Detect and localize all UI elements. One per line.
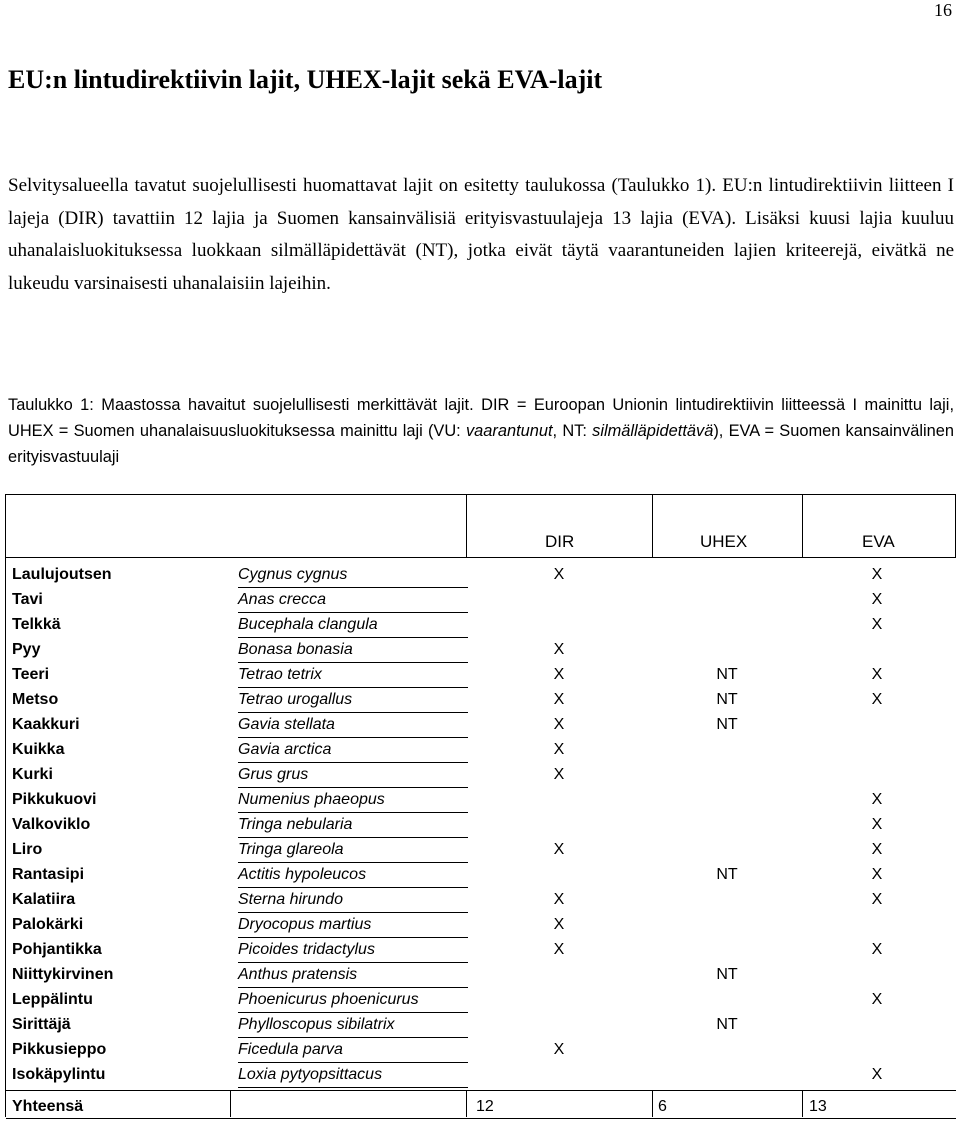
uhex-mark — [652, 762, 802, 787]
section-heading: EU:n lintudirektiivin lajit, UHEX-lajit sekä EVA-lajit — [8, 65, 603, 94]
table-row — [6, 712, 956, 737]
uhex-mark: NT — [716, 966, 738, 983]
uhex-mark — [652, 562, 802, 587]
dir-mark: X — [553, 741, 565, 758]
uhex-mark — [652, 887, 802, 912]
table-row — [6, 662, 956, 687]
dir-mark — [466, 787, 652, 812]
species-name: Pikkusieppo — [12, 1041, 107, 1058]
caption-text-3: ), EVA = Suomen kansainvälinen erityisvastuulaji — [8, 422, 954, 466]
table-row — [6, 762, 956, 787]
species-name: Palokärki — [12, 916, 84, 933]
species-name: Kurki — [12, 766, 53, 783]
dir-mark — [466, 612, 652, 637]
species-name: Leppälintu — [12, 991, 93, 1008]
species-name: Kalatiira — [12, 891, 76, 908]
species-name: Pyy — [12, 641, 41, 658]
dir-mark — [466, 862, 652, 887]
dir-mark: X — [553, 666, 565, 683]
table-row — [6, 1062, 956, 1087]
caption-italic-nt: silmälläpidettävä — [592, 422, 714, 440]
dir-mark: X — [553, 1041, 565, 1058]
dir-mark: X — [553, 841, 565, 858]
eva-mark: X — [871, 591, 883, 608]
dir-mark — [466, 962, 652, 987]
dir-mark — [466, 1012, 652, 1037]
eva-mark: X — [871, 666, 883, 683]
eva-mark: X — [871, 941, 883, 958]
header-uhex: UHEX — [700, 532, 748, 551]
table-row — [6, 987, 956, 1012]
species-name: Teeri — [12, 666, 50, 683]
species-name: Valkoviklo — [12, 816, 91, 833]
page-number: 16 — [934, 0, 952, 20]
uhex-mark: NT — [716, 691, 738, 708]
uhex-mark: NT — [716, 866, 738, 883]
dir-mark: X — [553, 916, 565, 933]
dir-mark — [466, 1062, 652, 1087]
eva-mark: X — [871, 816, 883, 833]
table-row — [6, 637, 956, 662]
species-table — [5, 494, 956, 1117]
table-row — [6, 937, 956, 962]
species-name: Laulujoutsen — [12, 566, 112, 583]
uhex-mark: NT — [716, 1016, 738, 1033]
scientific-name: Cygnus cygnus — [238, 562, 468, 588]
table-header-row — [6, 495, 956, 557]
total-label: Yhteensä — [12, 1098, 84, 1115]
dir-mark — [466, 812, 652, 837]
eva-mark — [802, 912, 952, 937]
scientific-name: Actitis hypoleucos — [238, 862, 468, 888]
uhex-mark — [652, 987, 802, 1012]
table-row — [6, 862, 956, 887]
dir-mark — [466, 587, 652, 612]
scientific-name: Tetrao tetrix — [238, 662, 468, 688]
eva-mark — [802, 962, 952, 987]
header-dir: DIR — [545, 532, 575, 551]
dir-mark: X — [553, 891, 565, 908]
uhex-mark — [652, 587, 802, 612]
eva-mark — [802, 737, 952, 762]
species-name: Niittykirvinen — [12, 966, 114, 983]
header-eva: EVA — [862, 532, 895, 551]
uhex-mark — [652, 737, 802, 762]
uhex-mark — [652, 612, 802, 637]
table-row — [6, 587, 956, 612]
scientific-name: Bucephala clangula — [238, 612, 468, 638]
eva-mark: X — [871, 691, 883, 708]
uhex-mark — [652, 637, 802, 662]
total-uhex: 6 — [658, 1098, 667, 1115]
scientific-name: Dryocopus martius — [238, 912, 468, 938]
scientific-name: Gavia arctica — [238, 737, 468, 763]
eva-mark: X — [871, 866, 883, 883]
scientific-name: Tringa nebularia — [238, 812, 468, 838]
eva-mark: X — [871, 566, 883, 583]
dir-mark: X — [553, 941, 565, 958]
scientific-name: Ficedula parva — [238, 1037, 468, 1063]
caption-text-2: , NT: — [552, 422, 593, 440]
total-dir: 12 — [476, 1098, 494, 1115]
uhex-mark — [652, 912, 802, 937]
species-name: Pikkukuovi — [12, 791, 97, 808]
scientific-name: Gavia stellata — [238, 712, 468, 738]
eva-mark: X — [871, 791, 883, 808]
species-name: Kuikka — [12, 741, 65, 758]
table-row — [6, 1037, 956, 1062]
scientific-name: Phylloscopus sibilatrix — [238, 1012, 468, 1038]
dir-mark: X — [553, 641, 565, 658]
total-eva: 13 — [809, 1098, 827, 1115]
species-name: Liro — [12, 841, 43, 858]
scientific-name: Tetrao urogallus — [238, 687, 468, 713]
table-row — [6, 1012, 956, 1037]
dir-mark: X — [553, 716, 565, 733]
eva-mark: X — [871, 616, 883, 633]
caption-text-1: Taulukko 1: Maastossa havaitut suojelullisesti merkittävät lajit. DIR = Euroopan Unionin lintudirektiivin liitteessä I mainittu laji, UHEX = Suomen uhanalaisuusluokituksessa mainittu laji (VU: — [8, 396, 954, 440]
table-row — [6, 887, 956, 912]
eva-mark: X — [871, 891, 883, 908]
uhex-mark — [652, 937, 802, 962]
species-name: Rantasipi — [12, 866, 85, 883]
dir-mark — [466, 987, 652, 1012]
uhex-mark: NT — [716, 716, 738, 733]
table-row — [6, 737, 956, 762]
caption-italic-vu: vaarantunut — [465, 422, 553, 440]
dir-mark: X — [553, 691, 565, 708]
uhex-mark — [652, 787, 802, 812]
table-row — [6, 787, 956, 812]
uhex-mark — [652, 1037, 802, 1062]
table-row — [6, 812, 956, 837]
dir-mark: X — [553, 766, 565, 783]
intro-paragraph: Selvitysalueella tavatut suojelullisesti huomattavat lajit on esitetty taulukossa (Taulukko 1). EU:n lintudirektiivin liitteen I lajeja (DIR) tavattiin 12 lajia ja Suomen kansainvälisiä erityisvastuulajeja 13 lajia (EVA). Lisäksi kuusi lajia kuuluu uhanalaisluokituksessa luokkaan silmälläpidettävät (NT), jotka eivät täytä vaarantuneiden lajien kriteerejä, eivätkä ne lukeudu varsinaisesti uhanalaisiin lajeihin. — [8, 175, 954, 294]
table-row — [6, 912, 956, 937]
species-name: Kaakkuri — [12, 716, 80, 733]
species-name: Tavi — [12, 591, 43, 608]
header-divider-eva — [802, 495, 803, 557]
species-name: Pohjantikka — [12, 941, 102, 958]
uhex-mark: NT — [716, 666, 738, 683]
scientific-name: Anas crecca — [238, 587, 468, 613]
dir-mark: X — [553, 566, 565, 583]
scientific-name: Loxia pytyopsittacus — [238, 1062, 468, 1088]
uhex-mark — [652, 837, 802, 862]
scientific-name: Picoides tridactylus — [238, 937, 468, 963]
eva-mark — [802, 712, 952, 737]
scientific-name: Grus grus — [238, 762, 468, 788]
scientific-name: Anthus pratensis — [238, 962, 468, 988]
table-row — [6, 687, 956, 712]
uhex-mark — [652, 1062, 802, 1087]
eva-mark: X — [871, 841, 883, 858]
scientific-name: Numenius phaeopus — [238, 787, 468, 813]
table-row — [6, 612, 956, 637]
scientific-name: Tringa glareola — [238, 837, 468, 863]
species-name: Isokäpylintu — [12, 1066, 106, 1083]
header-divider-dir — [466, 495, 467, 557]
header-divider-uhex — [652, 495, 653, 557]
scientific-name: Sterna hirundo — [238, 887, 468, 913]
species-name: Metso — [12, 691, 59, 708]
species-name: Telkkä — [12, 616, 61, 633]
eva-mark — [802, 1037, 952, 1062]
table-row — [6, 837, 956, 862]
eva-mark: X — [871, 991, 883, 1008]
scientific-name: Phoenicurus phoenicurus — [238, 987, 468, 1013]
scientific-name: Bonasa bonasia — [238, 637, 468, 663]
table-row — [6, 562, 956, 587]
eva-mark — [802, 637, 952, 662]
header-divider-right — [955, 495, 956, 557]
eva-mark: X — [871, 1066, 883, 1083]
table-caption — [8, 392, 954, 470]
header-rule — [6, 557, 956, 558]
eva-mark — [802, 1012, 952, 1037]
species-name: Sirittäjä — [12, 1016, 71, 1033]
uhex-mark — [652, 812, 802, 837]
total-row — [6, 1090, 956, 1119]
eva-mark — [802, 762, 952, 787]
table-row — [6, 962, 956, 987]
